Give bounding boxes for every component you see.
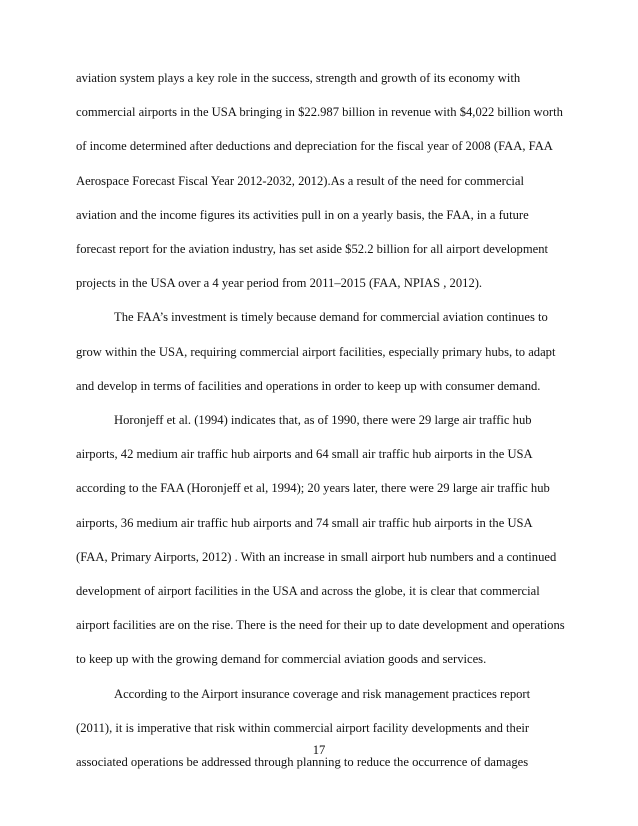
text-line: Aerospace Forecast Fiscal Year 2012-2032, 2012).As a result of the need for commercial: [76, 174, 524, 188]
text-line: (2011), it is imperative that risk within commercial airport facility developments and their: [76, 721, 530, 735]
text-line: (FAA, Primary Airports, 2012) . With an increase in small airport hub numbers and a continued: [76, 550, 557, 564]
text-line: forecast report for the aviation industry, has set aside $52.2 billion for all airport development: [76, 242, 549, 256]
text-line: associated operations be addressed through planning to reduce the occurrence of damages: [76, 755, 529, 769]
text-line: aviation and the income figures its activities pull in on a yearly basis, the FAA, in a future: [76, 208, 529, 222]
text-line: development of airport facilities in the USA and across the globe, it is clear that commercial: [76, 584, 540, 598]
paragraph-first-line: Horonjeff et al. (1994) indicates that, as of 1990, there were 29 large air traffic hub: [114, 413, 532, 427]
text-line: of income determined after deductions and depreciation for the fiscal year of 2008 (FAA, FAA: [76, 139, 553, 153]
page-number: 17: [312, 743, 326, 757]
text-line: commercial airports in the USA bringing in $22.987 billion in revenue with $4,022 billion worth: [76, 105, 563, 119]
paragraph-first-line: According to the Airport insurance coverage and risk management practices report: [114, 687, 531, 701]
text-line: projects in the USA over a 4 year period from 2011–2015 (FAA, NPIAS , 2012).: [76, 276, 483, 290]
paragraph-first-line: The FAA’s investment is timely because demand for commercial aviation continues to: [114, 310, 548, 324]
text-line: to keep up with the growing demand for commercial aviation goods and services.: [76, 652, 487, 666]
text-line: airports, 42 medium air traffic hub airports and 64 small air traffic hub airports in the USA: [76, 447, 533, 461]
text-line: and develop in terms of facilities and operations in order to keep up with consumer demand.: [76, 379, 541, 393]
text-line: airports, 36 medium air traffic hub airports and 74 small air traffic hub airports in the USA: [76, 516, 533, 530]
text-line: aviation system plays a key role in the success, strength and growth of its economy with: [76, 71, 521, 85]
text-line: according to the FAA (Horonjeff et al, 1994); 20 years later, there were 29 large air traffic hub: [76, 481, 550, 495]
text-line: airport facilities are on the rise. There is the need for their up to date development and operations: [76, 618, 565, 632]
text-line: grow within the USA, requiring commercial airport facilities, especially primary hubs, to adapt: [76, 345, 556, 359]
